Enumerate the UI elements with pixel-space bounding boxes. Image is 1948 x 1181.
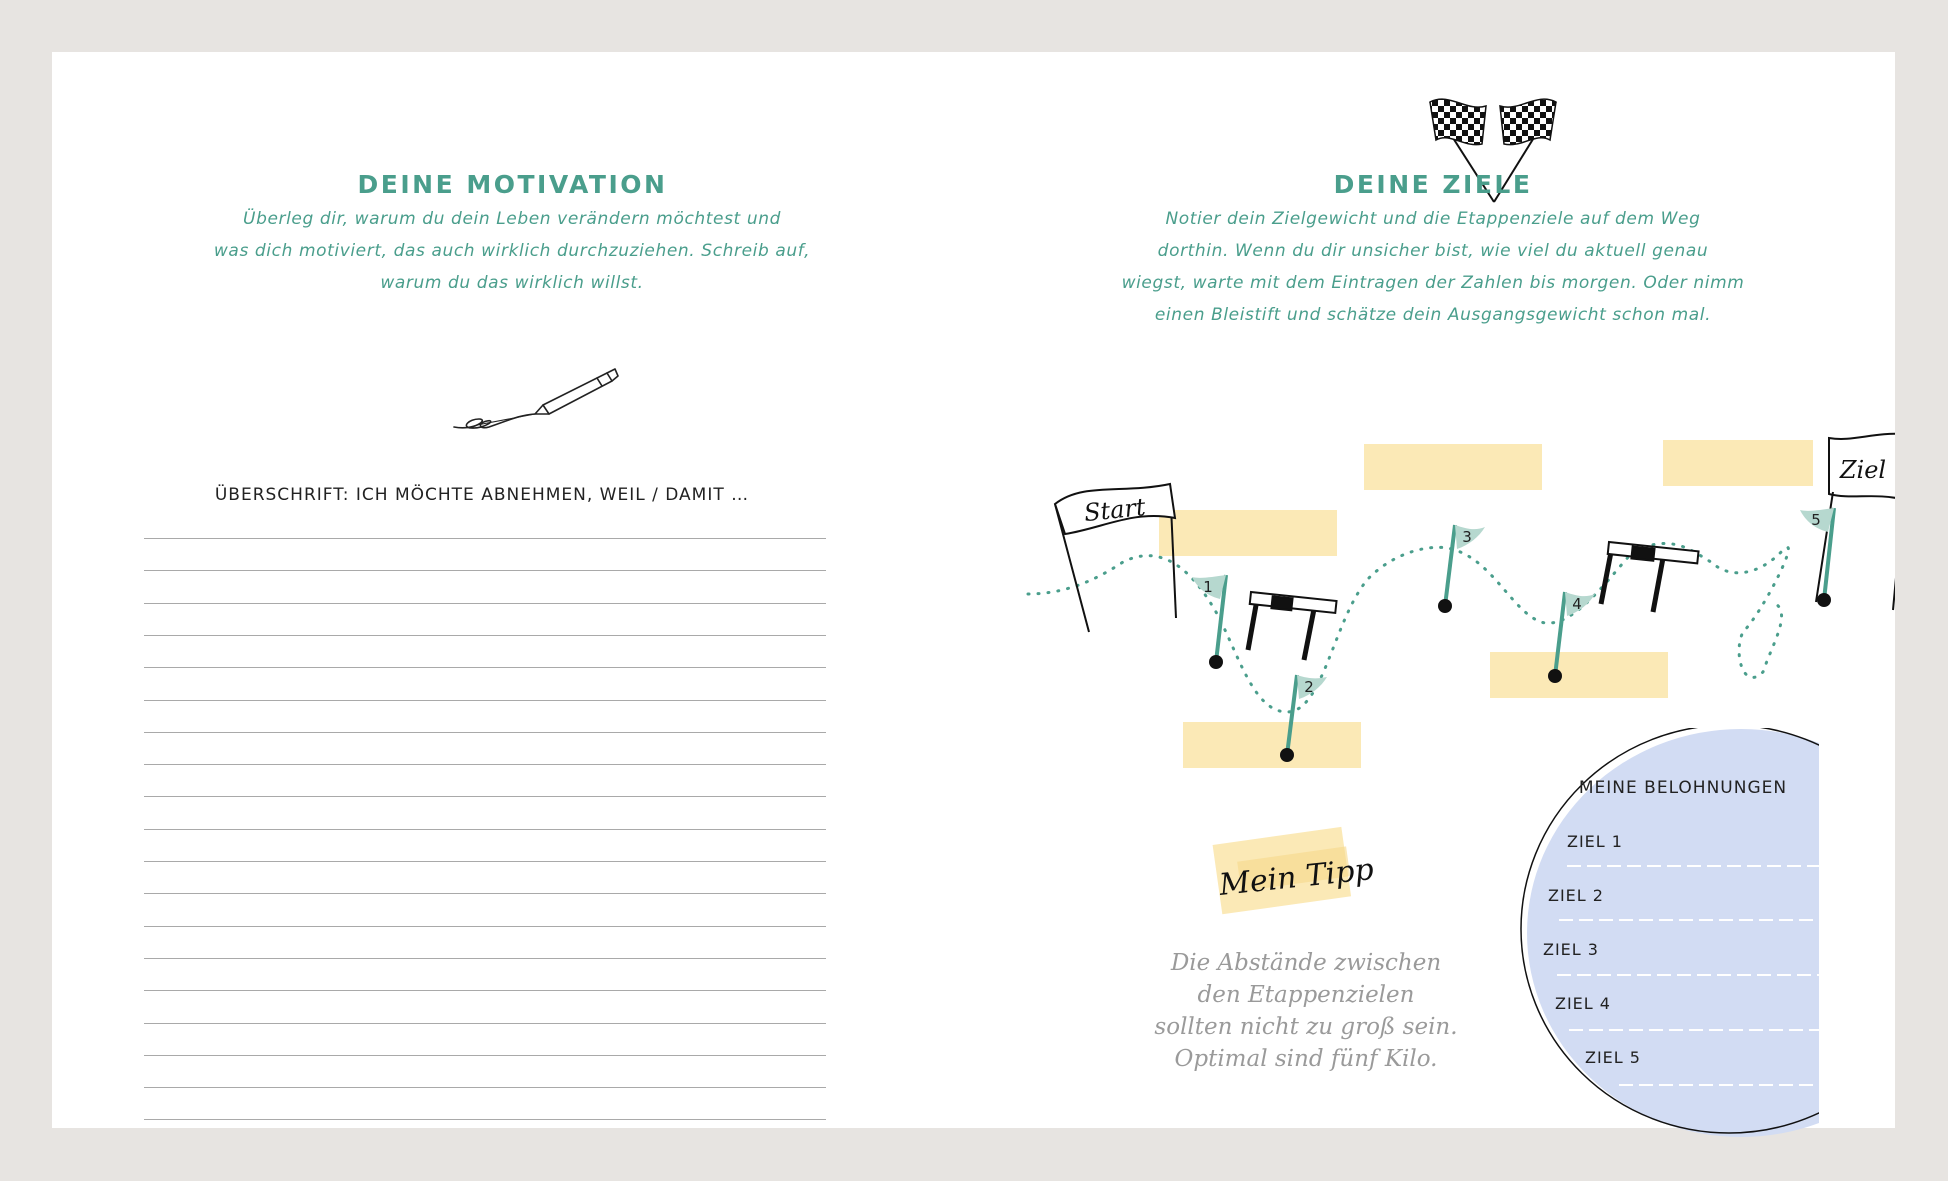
ruled-line	[144, 538, 826, 539]
milestone-number: 5	[1811, 511, 1821, 529]
ruled-line	[144, 764, 826, 765]
intro-line: einen Bleistift und schätze dein Ausgangsgewicht schon mal.	[1154, 305, 1712, 325]
milestone-flag-1	[1192, 575, 1226, 669]
ruled-line	[144, 861, 826, 862]
right-page	[973, 52, 1895, 1128]
tip-line: den Etappenzielen	[1197, 982, 1415, 1008]
milestone-flag-3	[1438, 525, 1485, 613]
reward-goal-1[interactable]: ZIEL 1	[1567, 832, 1623, 851]
ruled-line	[144, 1055, 826, 1056]
motivation-intro	[112, 203, 912, 299]
milestone-dot	[1209, 655, 1223, 669]
milestone-number: 2	[1304, 678, 1314, 696]
reward-goal-5[interactable]: ZIEL 5	[1585, 1048, 1641, 1067]
ruled-line	[144, 1023, 826, 1024]
milestone-number: 3	[1462, 528, 1472, 546]
finish-label: Ziel	[1839, 456, 1887, 484]
intro-line: Überleg dir, warum du dein Leben verändern möchtest und	[243, 209, 781, 229]
writing-lines[interactable]	[144, 485, 826, 1135]
goals-title: DEINE ZIELE	[1333, 170, 1533, 199]
ruled-line	[144, 635, 826, 636]
ruled-line	[144, 796, 826, 797]
milestone-dot	[1817, 593, 1831, 607]
ruled-line	[144, 700, 826, 701]
milestone-number: 1	[1203, 578, 1213, 596]
intro-line: wiegst, warte mit dem Eintragen der Zahlen bis morgen. Oder nimm	[1121, 273, 1745, 293]
ruled-line	[144, 667, 826, 668]
motivation-title: DEINE MOTIVATION	[357, 170, 668, 199]
ruled-line	[144, 1087, 826, 1088]
tip-text	[1151, 947, 1461, 1075]
intro-line: warum du das wirklich willst.	[380, 273, 644, 293]
ruled-line	[144, 958, 826, 959]
intro-line: Notier dein Zielgewicht und die Etappenziele auf dem Weg	[1165, 209, 1701, 229]
ruled-line	[144, 893, 826, 894]
reward-goal-4[interactable]: ZIEL 4	[1555, 994, 1611, 1013]
weight-field-4	[1490, 652, 1668, 698]
weight-field-5	[1663, 440, 1813, 486]
ruled-line	[144, 732, 826, 733]
ruled-line	[144, 1119, 826, 1120]
ruled-line	[144, 603, 826, 604]
goals-intro	[1033, 203, 1833, 331]
weight-field-3	[1364, 444, 1542, 490]
start-label: Start	[1082, 492, 1147, 528]
reward-goal-3[interactable]: ZIEL 3	[1543, 940, 1599, 959]
reward-goal-2[interactable]: ZIEL 2	[1548, 886, 1604, 905]
tip-label: Mein Tipp	[1217, 851, 1376, 904]
tip-line: Die Abstände zwischen	[1170, 950, 1442, 976]
milestone-dot	[1280, 748, 1294, 762]
pen-icon	[399, 335, 619, 445]
milestone-dot	[1438, 599, 1452, 613]
ruled-line	[144, 926, 826, 927]
tip-line: Optimal sind fünf Kilo.	[1174, 1046, 1438, 1072]
left-page	[52, 52, 973, 1128]
intro-line: was dich motiviert, das auch wirklich durchzuziehen. Schreib auf,	[213, 241, 811, 261]
intro-line: dorthin. Wenn du dir unsicher bist, wie viel du aktuell genau	[1157, 241, 1709, 261]
heading-prompt: ÜBERSCHRIFT: ICH MÖCHTE ABNEHMEN, WEIL / DAMIT …	[214, 485, 750, 505]
milestone-number: 4	[1572, 595, 1582, 613]
ruled-line	[144, 990, 826, 991]
tip-line: sollten nicht zu groß sein.	[1154, 1014, 1458, 1040]
ruled-line	[144, 829, 826, 830]
weight-field-2	[1183, 722, 1361, 768]
ruled-line	[144, 570, 826, 571]
rewards-title: MEINE BELOHNUNGEN	[1578, 778, 1788, 798]
book-spread	[52, 52, 1895, 1128]
milestone-dot	[1548, 669, 1562, 683]
weight-field-start	[1159, 510, 1337, 556]
